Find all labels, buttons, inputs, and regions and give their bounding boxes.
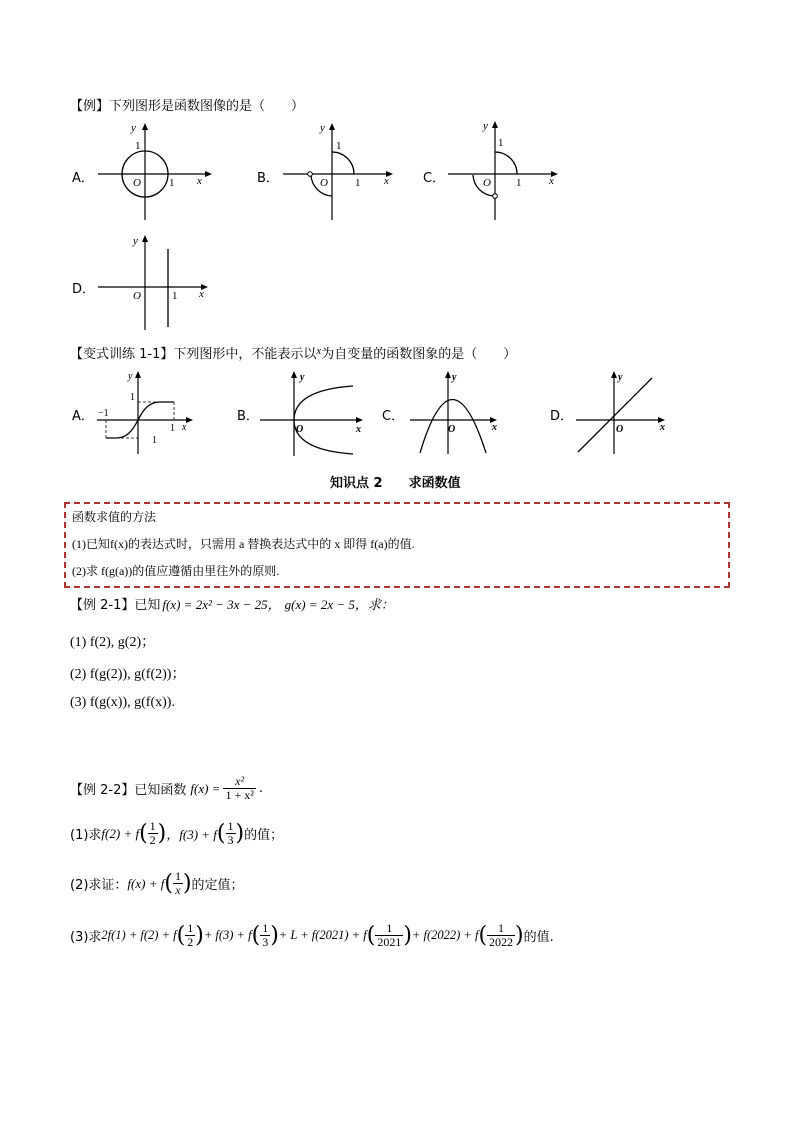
variant-option-b-label: B．	[237, 409, 259, 424]
origin-label: O	[320, 177, 328, 189]
origin-label: O	[296, 424, 304, 435]
variant-option-c-label: C．	[382, 409, 405, 424]
axis-y-label: y	[131, 122, 136, 134]
variant-option-d-label: D．	[550, 409, 574, 424]
tick-one-neg: 1	[152, 435, 157, 446]
tick-one-x: 1	[170, 423, 175, 434]
axis-x-label: x	[384, 175, 389, 187]
tick-one-y: 1	[336, 140, 342, 152]
option-c-label: C．	[423, 171, 446, 186]
axis-x-label: x	[492, 422, 497, 433]
example22-q2: (2)求证： f(x) + f ( $\frac{1}{x}$ ) 的定值；	[70, 869, 244, 897]
axis-x-label: x	[199, 288, 204, 300]
variant-option-a-label: A．	[72, 409, 94, 424]
axis-y-label: y	[483, 120, 488, 132]
example21-q2: (2) f(g(2)), g(f(2))；	[70, 667, 186, 682]
option-b-label: B．	[257, 171, 279, 186]
origin-label: O	[616, 424, 624, 435]
variant-graph-c	[408, 368, 508, 460]
origin-label: O	[448, 424, 456, 435]
axis-x-label: x	[182, 422, 187, 433]
axis-y-label: y	[618, 372, 623, 383]
method-line-2: (2)求 f(g(a))的值应遵循由里往外的原则.	[72, 564, 280, 578]
variant-graph-a	[92, 368, 202, 458]
axis-y-label: y	[128, 371, 133, 382]
axis-y-label: y	[300, 372, 305, 383]
axis-y-label: y	[452, 372, 457, 383]
example21-q3: (3) f(g(x)), g(f(x)).	[70, 695, 175, 710]
example1-header: 【例】下列图形是函数图像的是（ ）	[70, 99, 305, 114]
section-title: 知识点 2 求函数值	[330, 476, 461, 491]
example22-q3: (3)求 2f(1) + f(2) + f ( $\frac{1}{2}$ ) + f(3) + f ( $\frac{1}{3}$ ) + L + f(2021) + f ( $\frac{1}{2021}$ ) + f(2022) + f ( $\frac{1}{2022}$ ) 的值.	[70, 921, 554, 949]
example21-q1: (1) f(2), g(2)；	[70, 635, 156, 650]
tick-one-y: 1	[498, 137, 504, 149]
variant-graph-b	[258, 368, 368, 458]
origin-label: O	[133, 177, 141, 189]
axis-y-label: y	[133, 235, 138, 247]
tick-one-x: 1	[355, 177, 361, 189]
origin-label: O	[133, 290, 141, 302]
axis-x-label: x	[356, 424, 361, 435]
method-line-1: (1)已知f(x)的表达式时，只需用 a 替换表达式中的 x 即得 f(a)的值.	[72, 537, 415, 551]
tick-one-x: 1	[172, 290, 178, 302]
option-d-label: D．	[72, 282, 96, 297]
axis-x-label: x	[549, 175, 554, 187]
axis-x-label: x	[660, 422, 665, 433]
example22-q1: (1)求 f(2) + f ( $\frac{1}{2}$ ) ，f(3) + f ( $\frac{1}{3}$ ) 的值；	[70, 819, 284, 847]
tick-one-y: 1	[130, 392, 135, 403]
axis-x-label: x	[197, 175, 202, 187]
tick-minus-one: −1	[98, 408, 109, 419]
method-title: 函数求值的方法	[72, 510, 157, 524]
graph-c	[445, 118, 565, 222]
example21-header: 【例 2-1】已知 f(x) = 2x² − 3x − 25， g(x) = 2x − 5，求：	[70, 597, 394, 613]
variant-graph-d	[574, 368, 674, 460]
origin-label: O	[483, 177, 491, 189]
tick-one-y: 1	[135, 140, 141, 152]
option-a-label: A．	[72, 171, 94, 186]
tick-one-x: 1	[516, 177, 522, 189]
graph-b	[280, 120, 400, 222]
tick-one-x: 1	[169, 177, 175, 189]
example22-header: 【例 2-2】已知函数 f(x) = $\frac{\text{x²}}{\text{1 + x²}}$ .	[70, 774, 263, 802]
graph-a-circle	[95, 120, 215, 222]
graph-d	[95, 232, 215, 332]
variant-header: 【变式训练 1-1】下列图形中，不能表示以$^x$为自变量的函数图象的是（ ）	[70, 345, 517, 362]
axis-y-label: y	[320, 122, 325, 134]
